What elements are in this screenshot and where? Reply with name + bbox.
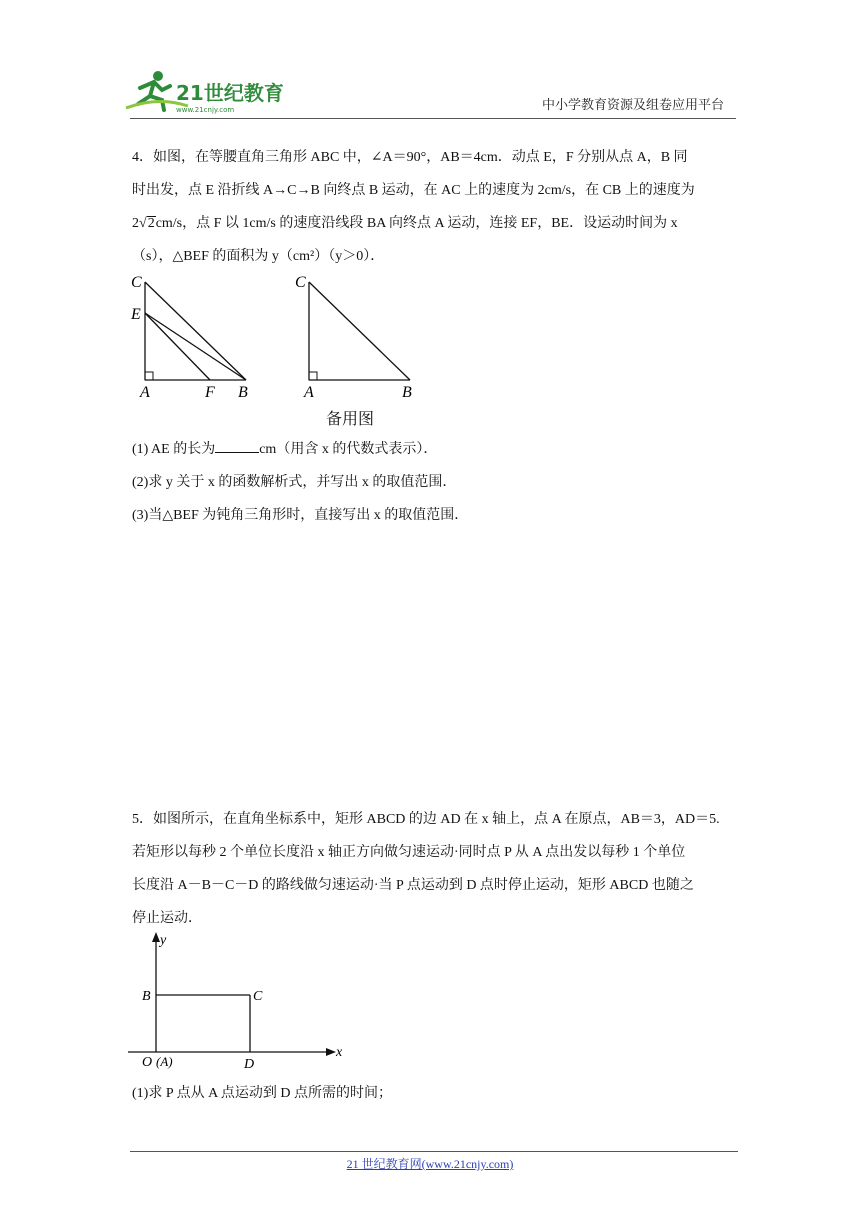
origin-label-o: O (142, 1055, 153, 1070)
origin-label-a: (A) (156, 1054, 173, 1069)
logo-runner-icon (118, 66, 298, 118)
figure-caption: 备用图 (326, 409, 375, 428)
q4-figure-backup (290, 270, 430, 402)
platform-name: 中小学教育资源及组卷应用平台 (541, 98, 724, 113)
axis-label-x: x (336, 1045, 343, 1060)
svg-text:www.21cnjy.com: www.21cnjy.com (176, 106, 235, 114)
q5-line-2: 若矩形以每秒 2 个单位长度沿 x 轴正方向做匀速运动·同时点 P 从 A 点出发以每秒 1 个单位 (132, 845, 686, 860)
q5-line-1: 5．如图所示，在直角坐标系中，矩形 ABCD 的边 AD 在 x 轴上，点 A 在原点，AB＝3，AD＝5. (132, 812, 720, 827)
fig1-label-b: B (238, 384, 248, 401)
rect-label-c: C (253, 989, 263, 1004)
fig2-label-b: B (402, 384, 412, 401)
q4-line-2: 时出发，点 E 沿折线 A→C→B 向终点 B 运动，在 AC 上的速度为 2cm/s，在 CB 上的速度为 (132, 183, 695, 198)
q4-line-4: （s），△BEF 的面积为 y（cm²）（y＞0）． (132, 249, 385, 264)
footer-divider (130, 1151, 738, 1152)
svg-text:21世纪教育: 21世纪教育 (176, 81, 284, 105)
q4-line-3: 2√2cm/s，点 F 以 1cm/s 的速度沿线段 BA 向终点 A 运动，连接 EF，BE．设运动时间为 x (132, 216, 678, 231)
rect-label-b: B (142, 989, 151, 1004)
axis-label-y: y (160, 933, 167, 948)
fig2-label-a: A (304, 384, 314, 401)
answer-blank (215, 440, 259, 453)
q5-coordinate-figure (126, 930, 356, 1072)
fig1-label-c: C (131, 274, 142, 291)
header-divider (130, 118, 736, 119)
q5-line-4: 停止运动． (132, 911, 202, 926)
fig1-label-f: F (205, 384, 215, 401)
q4-line-3-text: cm/s，点 F 以 1cm/s 的速度沿线段 BA 向终点 A 运动，连接 EF，BE．设运动时间为 x (155, 216, 678, 231)
fig2-label-c: C (295, 274, 306, 291)
rect-label-d: D (244, 1057, 255, 1072)
fig1-label-e: E (131, 306, 141, 323)
q4-sub-3: (3)当△BEF 为钝角三角形时，直接写出 x 的取值范围． (132, 508, 469, 523)
q5-line-3: 长度沿 A－B－C－D 的路线做匀速运动·当 P 点运动到 D 点时停止运动，矩形 ABCD 也随之 (132, 878, 694, 893)
q4-line-1: 4．如图，在等腰直角三角形 ABC 中，∠A＝90°，AB＝4cm．动点 E，F 分别从点 A，B 同 (132, 150, 688, 165)
q4-sub-1 (132, 438, 437, 458)
site-logo (118, 66, 298, 118)
q4-speed-coef: 2 (132, 216, 139, 231)
q4-figure-main (126, 270, 266, 402)
q5-sub-1: (1)求 P 点从 A 点运动到 D 点所需的时间； (132, 1086, 393, 1101)
footer-link[interactable]: 21 世纪教育网(www.21cnjy.com) (346, 1157, 514, 1171)
fig1-label-a: A (140, 384, 150, 401)
q4-sub-2: (2)求 y 关于 x 的函数解析式，并写出 x 的取值范围． (132, 475, 457, 490)
q4-sub-1-post: cm（用含 x 的代数式表示）． (259, 442, 438, 457)
q4-speed-sqrt: 2 (147, 216, 155, 231)
q4-sub-1-pre: (1) AE 的长为 (132, 442, 216, 457)
